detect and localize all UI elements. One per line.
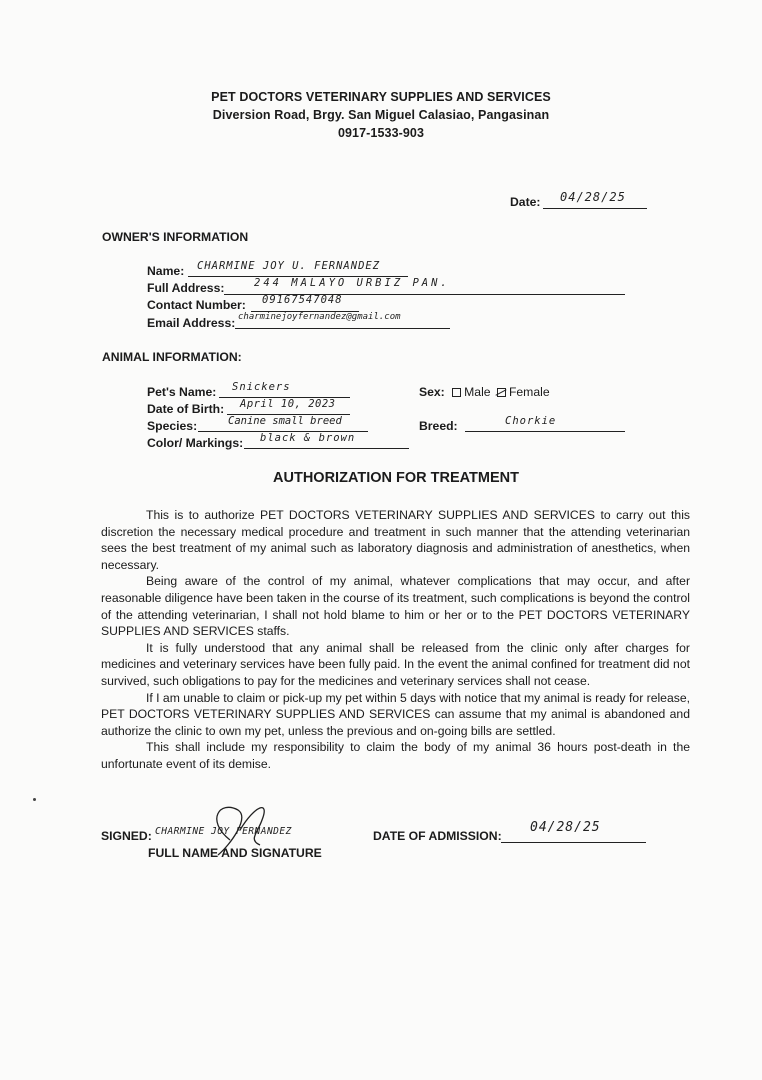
authorization-paragraph: It is fully understood that any animal shall be released from the clinic only after charges for medicines and veterinary services have been fully paid. In the event the animal confined for treatment did not survived, such obligations to pay for the medicines and veterinary services shall not cease. <box>101 640 690 688</box>
owner-email-label: Email Address: <box>147 316 236 330</box>
sex-field <box>419 385 550 399</box>
date-label: Date: <box>510 195 541 209</box>
signature-caption: FULL NAME AND SIGNATURE <box>148 846 322 860</box>
date-value: 04/28/25 <box>560 190 626 204</box>
pet-name-label: Pet's Name: <box>147 385 217 399</box>
date-line <box>543 208 647 209</box>
owner-email-value: charminejoyfernandez@gmail.com <box>238 312 401 322</box>
admission-label: DATE OF ADMISSION: <box>373 829 502 843</box>
authorization-title: AUTHORIZATION FOR TREATMENT <box>273 470 519 486</box>
breed-label: Breed: <box>419 419 458 433</box>
pet-name-value: Snickers <box>232 381 291 393</box>
authorization-body <box>101 507 690 773</box>
owner-address-value: 244 MALAYO URBIZ PAN. <box>254 277 450 289</box>
signed-name-value: CHARMINE JOY FERNANDEZ <box>155 826 292 837</box>
color-label: Color/ Markings: <box>147 436 244 450</box>
species-label: Species: <box>147 419 198 433</box>
authorization-paragraph: Being aware of the control of my animal, whatever complications that may occur, and after reasonable diligence have been taken in the course of its treatment, such complications is beyond the control of the attending veterinarian, I shall not hold blame to him or her or to the PET DOCTORS VETERINARY SUPPLIES AND SERVICES staffs. <box>101 574 690 639</box>
dob-label: Date of Birth: <box>147 402 225 416</box>
owner-address-label: Full Address: <box>147 281 225 295</box>
sex-female-checkbox[interactable] <box>497 388 506 397</box>
authorization-paragraph: If I am unable to claim or pick-up my pet within 5 days with notice that my animal is ready for release, PET DOCTORS VETERINARY SUPPLIES AND SERVICES can assume that my animal is abandoned and authorize the clinic to own my pet, unless the previous and on-going bills are settled. <box>101 690 690 738</box>
owner-contact-label: Contact Number: <box>147 298 246 312</box>
sex-label: Sex: <box>419 385 445 399</box>
admission-line <box>501 842 646 843</box>
owner-name-label: Name: <box>147 264 185 278</box>
authorization-paragraph: This is to authorize PET DOCTORS VETERINARY SUPPLIES AND SERVICES to carry out this discretion the necessary medical procedure and treatment in such manner that the attending veterinarian sees the best treatment of my animal such as laboratory diagnosis and administration of anesthetics, when necessary. <box>101 508 690 572</box>
color-value: black & brown <box>260 432 356 444</box>
admission-value: 04/28/25 <box>530 820 601 835</box>
animal-section-title: ANIMAL INFORMATION: <box>102 350 242 364</box>
sex-male-label: Male <box>464 385 491 399</box>
dob-value: April 10, 2023 <box>240 398 336 410</box>
owner-contact-value: 09167547048 <box>262 294 343 306</box>
sex-male-checkbox[interactable] <box>452 388 461 397</box>
owner-email-line <box>235 328 450 329</box>
clinic-address: Diversion Road, Brgy. San Miguel Calasiao, Pangasinan <box>212 108 550 122</box>
species-value: Canine small breed <box>228 415 342 427</box>
sex-female-label: Female <box>508 385 550 399</box>
breed-value: Chorkie <box>505 415 557 427</box>
clinic-phone: 0917-1533-903 <box>337 126 425 140</box>
authorization-paragraph: This shall include my responsibility to claim the body of my animal 36 hours post-death in the unfortunate event of its demise. <box>101 740 690 771</box>
clinic-name: PET DOCTORS VETERINARY SUPPLIES AND SERVICES <box>211 90 551 104</box>
scan-speck <box>33 798 36 801</box>
breed-line <box>465 431 625 432</box>
color-line <box>244 448 409 449</box>
signed-label: SIGNED: <box>101 829 152 843</box>
owner-section-title: OWNER'S INFORMATION <box>102 230 249 244</box>
owner-name-value: CHARMINE JOY U. FERNANDEZ <box>197 260 381 272</box>
